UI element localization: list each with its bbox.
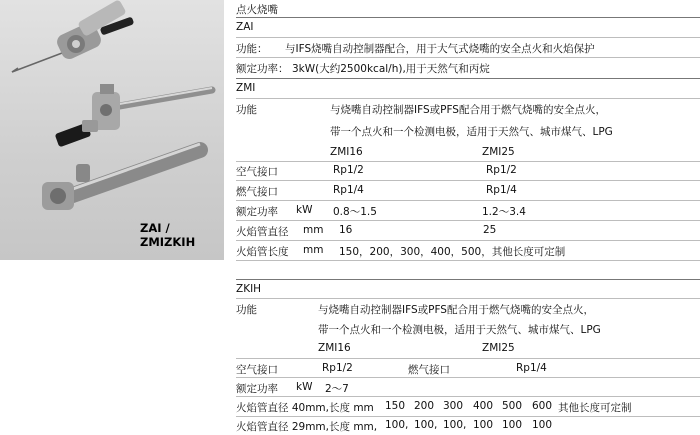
- divider: [236, 240, 700, 241]
- zmi-function-line1: 与烧嘴自动控制器IFS或PFS配合用于燃气烧嘴的安全点火，: [330, 104, 606, 116]
- zkih-model-a: ZMI16: [318, 342, 351, 354]
- zkih-tube29-label: 火焰管直径 29mm,长度 mm,: [236, 421, 378, 433]
- divider: [236, 161, 700, 162]
- divider: [236, 57, 700, 58]
- zkih-tube29-value: 100,: [414, 419, 438, 431]
- divider: [236, 200, 700, 201]
- divider: [236, 17, 700, 18]
- zkih-tube29-value: 100,: [443, 419, 467, 431]
- zmi-power-b: 1.2～3.4: [482, 206, 526, 218]
- zmi-function-line2: 带一个点火和一个检测电极，适用于天然气、城市煤气、LPG: [330, 126, 613, 138]
- zkih-tube40-value: 500: [502, 400, 523, 412]
- zkih-section-title: ZKIH: [236, 283, 262, 295]
- divider: [236, 358, 700, 359]
- zkih-power-label: 额定功率: [236, 383, 278, 395]
- divider: [236, 260, 700, 261]
- zmi-air-a: Rp1/2: [333, 164, 364, 176]
- zmi-model-b: ZMI25: [482, 146, 515, 158]
- zmi-tube-len-unit: mm: [303, 244, 324, 256]
- zkih-tube40-value: 400: [473, 400, 494, 412]
- zkih-tube40-note: 其他长度可定制: [558, 402, 632, 414]
- divider: [236, 78, 700, 79]
- zkih-function-line2: 带一个点火和一个检测电极，适用于天然气、城市煤气、LPG: [318, 324, 601, 336]
- divider: [236, 37, 700, 38]
- zkih-tube40-value: 200: [414, 400, 435, 412]
- zmi-gas-b: Rp1/4: [486, 184, 517, 196]
- zkih-tube40-value: 600: [532, 400, 553, 412]
- zmi-air-b: Rp1/2: [486, 164, 517, 176]
- zai-function-label: 功能：: [236, 43, 268, 55]
- zmi-tube-len-values: 150，200，300，400，500，其他长度可定制: [339, 246, 566, 258]
- divider: [236, 416, 700, 417]
- zkih-burner-image: [42, 144, 200, 210]
- zkih-tube29-value: 100: [502, 419, 523, 431]
- zmi-power-label: 额定功率: [236, 206, 278, 218]
- zkih-air-label: 空气接口: [236, 364, 278, 376]
- zkih-function-label: 功能: [236, 304, 257, 316]
- zmi-burner-image: [55, 84, 212, 147]
- zkih-power-unit: kW: [296, 381, 313, 393]
- zkih-power-value: 2～7: [325, 383, 349, 395]
- zmi-power-unit: kW: [296, 204, 313, 216]
- zmi-tube-len-label: 火焰管长度: [236, 246, 289, 258]
- divider: [236, 279, 700, 280]
- zmi-air-label: 空气接口: [236, 166, 278, 178]
- zkih-tube29-value: 100,: [385, 419, 409, 431]
- photo-caption: ZAI / ZMIZKIH: [140, 221, 196, 249]
- zmi-gas-label: 燃气接口: [236, 186, 278, 198]
- zmi-section-title: ZMI: [236, 82, 256, 94]
- zkih-function-line1: 与烧嘴自动控制器IFS或PFS配合用于燃气烧嘴的安全点火，: [318, 304, 594, 316]
- zkih-tube40-label: 火焰管直径 40mm,长度 mm: [236, 402, 374, 414]
- product-photo: [0, 0, 224, 260]
- divider: [236, 396, 700, 397]
- page-title: 点火烧嘴: [236, 4, 278, 16]
- zmi-tube-dia-a: 16: [339, 224, 353, 236]
- zkih-tube29-value: 100: [473, 419, 494, 431]
- zmi-model-a: ZMI16: [330, 146, 363, 158]
- zai-section-title: ZAI: [236, 21, 254, 33]
- zmi-tube-dia-unit: mm: [303, 224, 324, 236]
- zkih-air-value: Rp1/2: [322, 362, 353, 374]
- zkih-model-b: ZMI25: [482, 342, 515, 354]
- zai-function-text: 与IFS烧嘴自动控制器配合，用于大气式烧嘴的安全点火和火焰保护: [285, 43, 595, 55]
- zmi-gas-a: Rp1/4: [333, 184, 364, 196]
- zmi-power-a: 0.8～1.5: [333, 206, 377, 218]
- divider: [236, 377, 700, 378]
- divider: [236, 220, 700, 221]
- zai-power-label: 额定功率：: [236, 63, 289, 75]
- zmi-tube-dia-b: 25: [483, 224, 497, 236]
- zmi-tube-dia-label: 火焰管直径: [236, 226, 289, 238]
- zkih-gas-label: 燃气接口: [408, 364, 450, 376]
- zkih-tube40-value: 150: [385, 400, 406, 412]
- divider: [236, 180, 700, 181]
- zai-power-text: 3kW(大约2500kcal/h),用于天然气和丙烷: [292, 63, 490, 75]
- zkih-gas-value: Rp1/4: [516, 362, 547, 374]
- zmi-function-label: 功能: [236, 104, 257, 116]
- divider: [236, 98, 700, 99]
- zkih-tube29-value: 100: [532, 419, 553, 431]
- divider: [236, 298, 700, 299]
- zai-burner-image: [12, 0, 134, 72]
- zkih-tube40-value: 300: [443, 400, 464, 412]
